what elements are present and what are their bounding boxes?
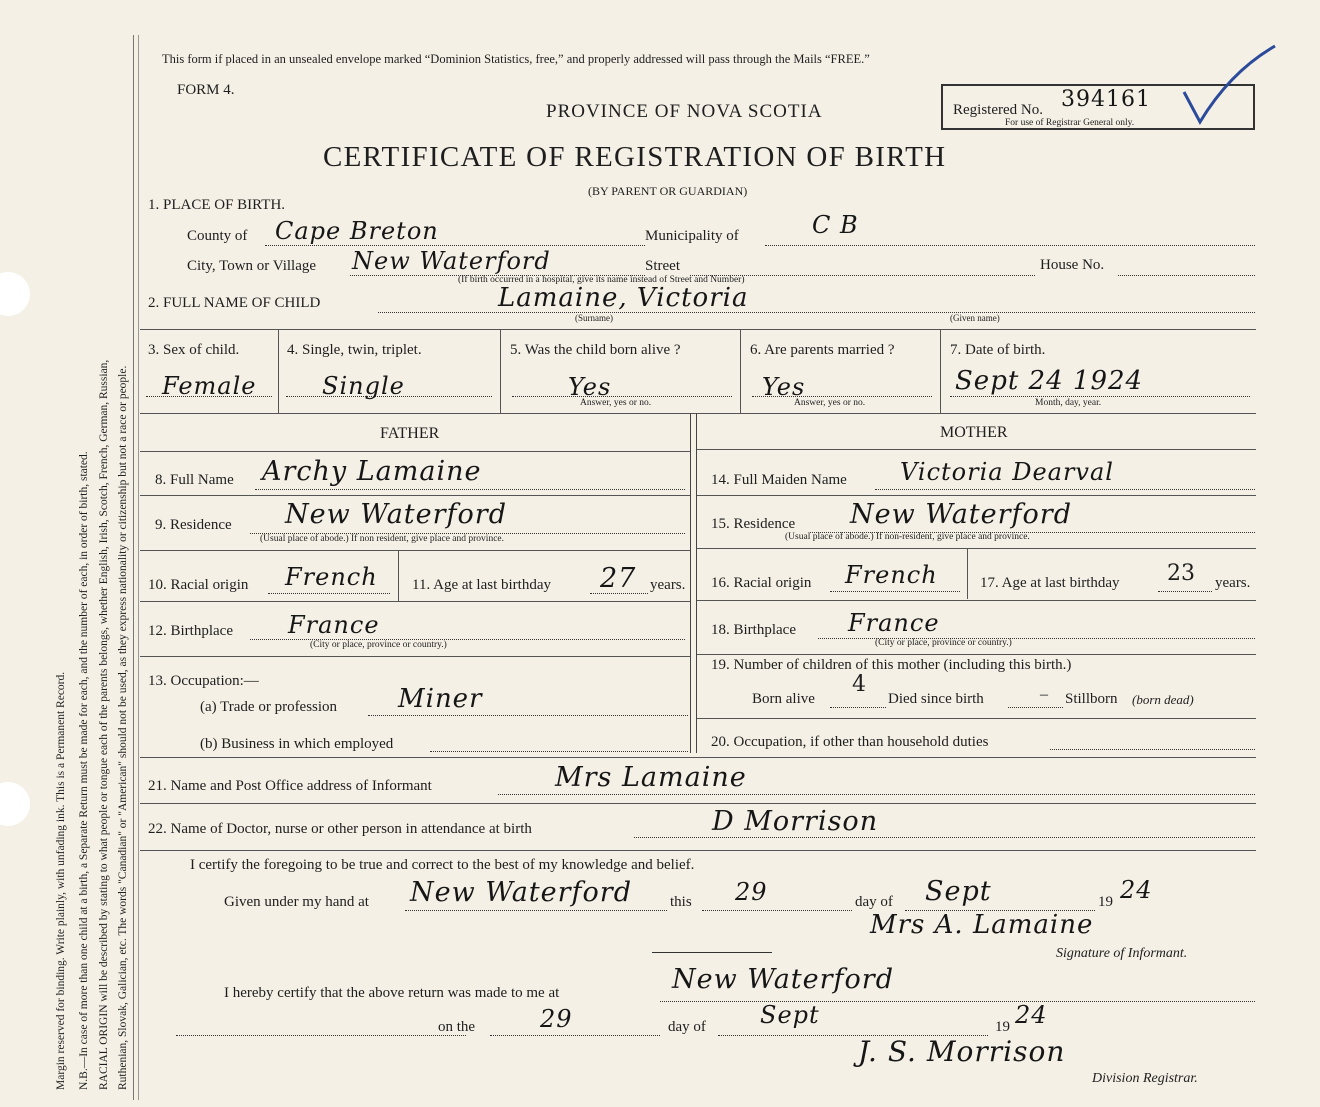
mother-residence-label: 15. Residence <box>711 516 796 532</box>
born-alive-count-value: 4 <box>852 672 866 697</box>
margin-note-racial-origin: RACIAL ORIGIN will be described by stating to what people or tongue each of the parents belongs, whether English, Irish, Scotch, French, German, Russian, <box>98 359 110 1090</box>
child-name-label: 2. FULL NAME OF CHILD <box>148 295 321 311</box>
died-since-birth-label: Died since birth <box>888 691 984 707</box>
trade-value: Miner <box>398 684 483 714</box>
child-name-value: Lamaine, Victoria <box>498 283 749 313</box>
registrar-note: For use of Registrar General only. <box>1005 118 1135 128</box>
certification-day-value: 29 <box>735 878 768 906</box>
born-alive-label: 5. Was the child born alive ? <box>510 342 681 358</box>
city-label: City, Town or Village <box>187 258 317 274</box>
mother-birthplace-label: 18. Birthplace <box>711 622 796 638</box>
binding-rule <box>133 35 134 1100</box>
given-name-note: (Given name) <box>950 313 1000 323</box>
registrar-statement: I hereby certify that the above return was made to me at <box>224 985 560 1001</box>
born-alive-note: Answer, yes or no. <box>580 398 652 408</box>
surname-note: (Surname) <box>575 313 613 323</box>
binding-rule-inner <box>138 35 139 1100</box>
certificate-title: CERTIFICATE OF REGISTRATION OF BIRTH <box>323 141 947 173</box>
born-alive-value: Yes <box>568 373 612 401</box>
mother-age-unit: years. <box>1215 575 1251 591</box>
given-under-hand-label: Given under my hand at <box>224 894 369 910</box>
certification-year-prefix: 19 <box>1098 894 1113 910</box>
this-label: this <box>670 894 692 910</box>
doctor-label: 22. Name of Doctor, nurse or other person in attendance at birth <box>148 821 532 837</box>
mother-residence-value: New Waterford <box>850 499 1072 530</box>
date-of-birth-label: 7. Date of birth. <box>950 342 1046 358</box>
parents-married-value: Yes <box>762 373 806 401</box>
father-birthplace-value: France <box>288 611 380 639</box>
house-number-label: House No. <box>1040 257 1105 273</box>
mother-birthplace-note: (City or place, province or country.) <box>875 638 1012 648</box>
mother-race-label: 16. Racial origin <box>711 575 812 591</box>
certification-day-of-label: day of <box>855 894 893 910</box>
parents-married-label: 6. Are parents married ? <box>750 342 895 358</box>
municipality-value: C B <box>812 211 859 239</box>
informant-label: 21. Name and Post Office address of Informant <box>148 778 432 794</box>
father-residence-value: New Waterford <box>285 499 507 530</box>
born-alive-count-label: Born alive <box>752 691 815 707</box>
stillborn-note: (born dead) <box>1132 692 1194 707</box>
father-birthplace-label: 12. Birthplace <box>148 623 233 639</box>
county-label: County of <box>187 228 248 244</box>
mother-children-label: 19. Number of children of this mother (including this birth.) <box>711 657 1072 673</box>
father-name-label: 8. Full Name <box>155 472 234 488</box>
registrar-day-of-label: day of <box>668 1019 706 1035</box>
stillborn-label: Stillborn <box>1065 691 1118 707</box>
date-of-birth-value: Sept 24 1924 <box>955 366 1144 396</box>
father-race-value: French <box>285 563 378 591</box>
mother-name-value: Victoria Dearval <box>900 458 1114 486</box>
registrar-caption: Division Registrar. <box>1092 1071 1198 1086</box>
registrar-year-value: 24 <box>1015 1001 1048 1029</box>
informant-value: Mrs Lamaine <box>555 762 747 793</box>
city-value: New Waterford <box>352 247 551 275</box>
date-of-birth-note: Month, day, year. <box>1035 398 1102 408</box>
mother-residence-note: (Usual place of abode.) If non-resident, give place and province. <box>785 532 1030 542</box>
registrar-year-prefix: 19 <box>995 1019 1010 1035</box>
business-label: (b) Business in which employed <box>200 736 394 752</box>
father-occupation-label: 13. Occupation:— <box>148 673 259 689</box>
plurality-label: 4. Single, twin, triplet. <box>287 342 422 358</box>
mailing-notice: This form if placed in an unsealed envelope marked “Dominion Statistics, free,” and properly addressed will pass through the Mails “FREE.” <box>162 52 870 66</box>
certificate-subtitle: (BY PARENT OR GUARDIAN) <box>588 184 748 198</box>
certification-statement: I certify the foregoing to be true and correct to the best of my knowledge and belief. <box>190 857 695 873</box>
father-age-unit: years. <box>650 577 686 593</box>
punch-hole-bottom <box>0 782 30 826</box>
street-label: Street <box>645 258 680 274</box>
certification-month-value: Sept <box>925 876 992 907</box>
father-name-value: Archy Lamaine <box>262 456 482 487</box>
plurality-value: Single <box>322 372 405 400</box>
margin-note-binding: Margin reserved for binding. Write plainly, with unfading ink. This is a Permanent Record. <box>55 671 67 1090</box>
registrar-place-value: New Waterford <box>672 964 894 995</box>
place-of-birth-label: 1. PLACE OF BIRTH. <box>148 197 286 213</box>
municipality-label: Municipality of <box>645 228 739 244</box>
registered-number: 394161 <box>1061 87 1151 112</box>
parents-married-note: Answer, yes or no. <box>794 398 866 408</box>
father-residence-label: 9. Residence <box>155 517 232 533</box>
sex-label: 3. Sex of child. <box>148 342 240 358</box>
hospital-note: (If birth occurred in a hospital, give its name instead of Street and Number) <box>458 275 745 285</box>
registrar-day-value: 29 <box>540 1005 573 1033</box>
mother-heading: MOTHER <box>940 424 1008 441</box>
mother-age-label: 17. Age at last birthday <box>980 575 1120 591</box>
registered-label: Registered No. <box>953 102 1043 118</box>
punch-hole-top <box>0 272 30 316</box>
province-heading: PROVINCE OF NOVA SCOTIA <box>546 101 823 122</box>
father-birthplace-note: (City or place, province or country.) <box>310 640 447 650</box>
died-since-birth-value: – <box>1040 686 1048 703</box>
father-age-value: 27 <box>600 563 637 594</box>
father-age-label: 11. Age at last birthday <box>412 577 551 593</box>
informant-signature: Mrs A. Lamaine <box>870 910 1094 940</box>
certification-year-value: 24 <box>1120 876 1153 904</box>
on-the-label: on the <box>438 1019 476 1035</box>
margin-note-racial-origin-cont: Ruthenian, Slovak, Galician, etc. The words "Canadian" or "American" should not be used, as they express nationality or citizenship but not a race or people. <box>117 365 129 1090</box>
mother-birthplace-value: France <box>848 609 940 637</box>
county-value: Cape Breton <box>275 217 439 245</box>
registrar-month-value: Sept <box>760 1001 820 1029</box>
registrar-signature: J. S. Morrison <box>858 1035 1066 1068</box>
sex-value: Female <box>162 372 257 400</box>
trade-label: (a) Trade or profession <box>200 699 338 715</box>
mother-name-label: 14. Full Maiden Name <box>711 472 847 488</box>
mother-age-value: 23 <box>1167 561 1195 586</box>
form-number: FORM 4. <box>177 82 235 98</box>
mother-race-value: French <box>845 561 938 589</box>
informant-signature-caption: Signature of Informant. <box>1056 946 1188 961</box>
doctor-value: D Morrison <box>712 806 879 837</box>
father-heading: FATHER <box>380 425 440 442</box>
mother-occupation-label: 20. Occupation, if other than household duties <box>711 734 989 750</box>
check-mark-icon <box>1180 42 1280 132</box>
father-residence-note: (Usual place of abode.) If non resident, give place and province. <box>260 534 504 544</box>
given-place-value: New Waterford <box>410 877 632 908</box>
father-race-label: 10. Racial origin <box>148 577 249 593</box>
margin-note-multiple-births: N.B.—In case of more than one child at a birth, a Separate Return must be made for each, and the number of each, in order of birth, stated. <box>78 451 90 1090</box>
